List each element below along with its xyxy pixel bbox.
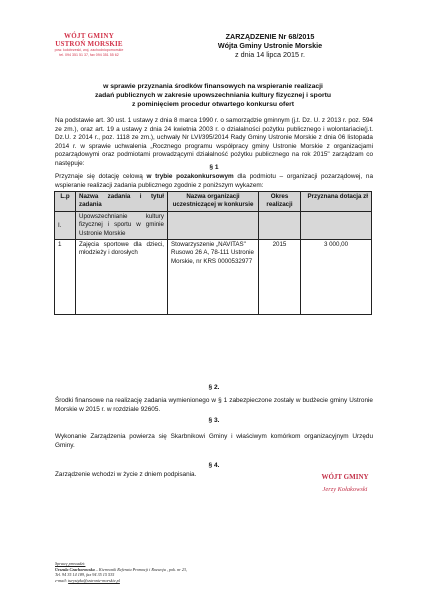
region-name: Upowszechnianie kultury fizycznej i sportu w gminie Ustronie Morskie <box>76 211 168 239</box>
preamble-paragraph: Na podstawie art. 30 ust. 1 ustawy z dnia 8 marca 1990 r. o samorządzie gminnym (j.t. Dz. U. z 2013 r. poz. 594 ze zm.), oraz art. 19 a ustawy z dnia 24 kwietnia 2003 r. o działalności pożytku publicznego i wolontariacie(j.t. Dz.U. z 2014 r., poz. 1118 ze zm.), uchwały Nr LVI/395/2014 Rady Gminy Ustronie Morskie z dnia 06 listopada 2014 r. w sprawie uchwalenia „Rocznego programu współpracy gminy Ustronie Morskie z organizacjami pozarządowymi oraz podmiotami prowadzącymi działalność pożytku publicznego na rok 2015" zarządzam co następuje: <box>55 117 373 167</box>
row-organization: Stowarzyszenie „NAVITAS" Rusowo 26 A, 78-111 Ustronie Morskie, nr KRS 0000532977 <box>168 240 259 315</box>
section-4-heading: § 4. <box>208 462 220 469</box>
footer-email-label: e-mail: <box>55 577 69 583</box>
row-amount: 3 000,00 <box>301 240 372 315</box>
table-header-row <box>55 192 372 212</box>
region-lp: I. <box>55 211 76 239</box>
document-header <box>150 32 390 59</box>
header-lp: L.p <box>55 192 76 212</box>
region-empty-org <box>168 211 259 239</box>
section-3-paragraph: Wykonanie Zarządzenia powierza się Skarbnikowi Gminy i właściwym komórkom organizacyjnym Urzędu Gminy. <box>55 433 373 449</box>
signature-stamp <box>305 473 385 494</box>
section-1-text-after: dla podmiotu – organizacji pozarządowej, na wspieranie realizacji zadania publicznego zgodnie z poniższym wykazem: <box>55 173 373 189</box>
section-1-text-bold: w trybie pozakonkursowym <box>146 173 234 180</box>
section-1-heading: § 1 <box>209 164 219 171</box>
footer-role: – Kierownik Referatu Promocji i Rozwoju , pok. nr 23, <box>94 566 188 572</box>
subject-line-1: w sprawie przyznania środków finansowych na wspieranie realizacji <box>103 83 323 90</box>
grant-table <box>54 191 372 315</box>
row-period: 2015 <box>259 240 301 315</box>
footer-phone: Tel. 94 35 14 189, fax 94 35 15 535 <box>55 572 115 578</box>
header-organization: Nazwa organizacji uczestniczącej w konkursie <box>168 192 259 212</box>
header-task-name: Nazwa zadania i tytuł zadania <box>76 192 168 212</box>
stamp-line-3: pow. kołobrzeski, woj. zachodniopomorskie <box>54 48 124 52</box>
stamp-line-2: USTROŃ MORSKIE <box>55 40 123 48</box>
document-subject <box>58 82 368 109</box>
row-task-name: Zajęcia sportowe dla dzieci, młodzieży i dorosłych <box>76 240 168 315</box>
table-row <box>55 240 372 315</box>
table-row <box>55 211 372 239</box>
section-1-paragraph <box>55 173 373 190</box>
contact-footer <box>55 561 375 583</box>
region-empty-amount <box>301 211 372 239</box>
header-amount: Przyznana dotacja zł <box>301 192 372 212</box>
signature-name: Jerzy Kołakowski <box>322 486 368 493</box>
document-date: z dnia 14 lipca 2015 r. <box>235 50 305 59</box>
document-title: ZARZĄDZENIE Nr 68/2015 <box>225 32 315 41</box>
stamp-line-1: WÓJT GMINY <box>63 32 115 40</box>
document-issuer: Wójta Gminy Ustronie Morskie <box>217 41 323 50</box>
region-empty-period <box>259 211 301 239</box>
signature-title: WÓJT GMINY <box>321 473 369 481</box>
section-3-heading: § 3. <box>208 417 220 424</box>
section-2-paragraph: Środki finansowe na realizację zadania wymienionego w § 1 zabezpieczone zostały w budżecie gminy Ustronie Morskie w 2015 r. w rozdziale 92605. <box>55 397 373 413</box>
section-4-paragraph: Zarządzenie wchodzi w życie z dniem podpisania. <box>55 471 197 478</box>
subject-line-3: z pominięciem procedur otwartego konkursu ofert <box>131 101 295 108</box>
footer-email-link[interactable]: turystyka@ustronie-morskie.pl <box>68 577 120 583</box>
footer-person: Urszula Czachorowska <box>55 566 95 572</box>
section-1-text-before: Przyznaje się dotację celową <box>55 173 147 180</box>
header-period: Okres realizacji <box>259 192 301 212</box>
footer-label: Sprawę prowadzi: <box>55 561 86 566</box>
office-stamp <box>33 32 145 57</box>
section-2-heading: § 2. <box>208 384 220 391</box>
footer-email-line <box>55 578 375 584</box>
subject-line-2: zadań publicznych w zakresie upowszechniania kultury fizycznej i sportu <box>94 92 332 99</box>
stamp-line-4: tel. 094 351 51 37, fax 094 351 55 62 <box>59 52 119 57</box>
row-lp: 1 <box>55 240 76 315</box>
